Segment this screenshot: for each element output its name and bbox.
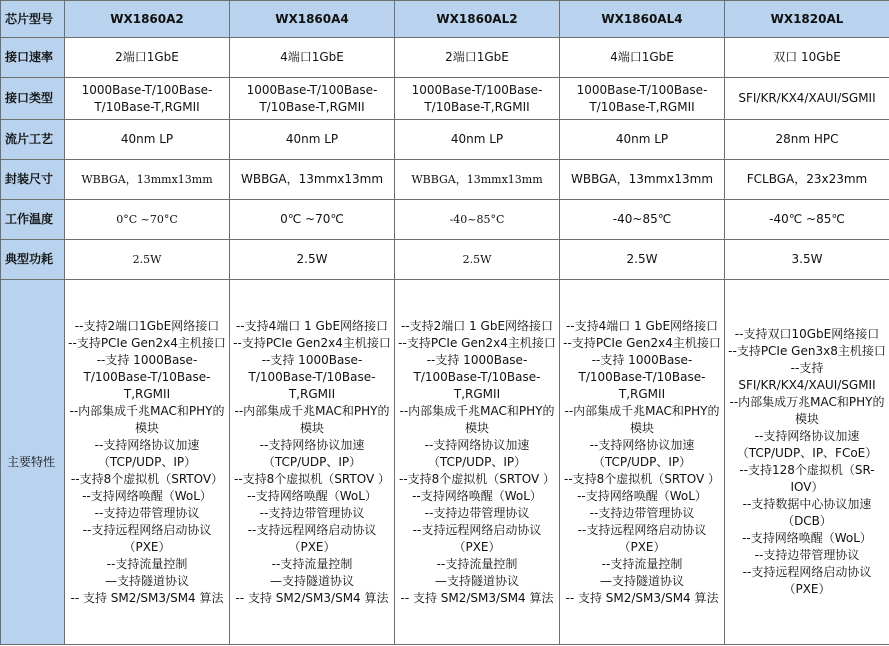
cell: FCLBGA，23x23mm xyxy=(725,160,889,200)
feature-item: —支持隧道协议 xyxy=(599,573,684,588)
cell: SFI/KR/KX4/XAUI/SGMII xyxy=(725,78,889,120)
feature-item: --支持数据中心协议加速（DCB） xyxy=(742,497,872,528)
feature-item: --支持远程网络启动协议（PXE） xyxy=(82,522,212,554)
feature-item: --支持 1000Base-T/100Base-T/10Base-T,RGMII xyxy=(413,352,541,401)
header-row xyxy=(1,1,889,38)
feature-list xyxy=(232,318,392,607)
feature-item: --支持4端口 1 GbE网络接口 xyxy=(565,318,719,333)
cell: -40℃ ~85℃ xyxy=(725,200,889,240)
cell: 40nm LP xyxy=(230,120,395,160)
feature-list xyxy=(397,318,557,607)
feature-item: --支持边带管理协议 xyxy=(754,548,860,562)
row-label: 接口速率 xyxy=(1,38,65,78)
cell: -40~85°C xyxy=(395,200,560,240)
row-interface-type xyxy=(1,78,889,120)
feature-item: --支持PCIe Gen2x4主机接口 xyxy=(398,335,556,350)
feature-item: --支持 1000Base-T/100Base-T/10Base-T,RGMII xyxy=(578,352,706,401)
feature-item: --支持远程网络启动协议（PXE） xyxy=(412,522,542,554)
feature-item: -- 支持 SM2/SM3/SM4 算法 xyxy=(70,590,224,605)
cell: WBBGA，13mmx13mm xyxy=(560,160,725,200)
row-label: 典型功耗 xyxy=(1,240,65,280)
feature-item: --支持8个虚拟机（SRTOV ） xyxy=(399,471,555,486)
cell: WBBGA，13mmx13mm xyxy=(230,160,395,200)
row-package xyxy=(1,160,889,200)
feature-list xyxy=(562,318,722,607)
model-name: WX1860AL4 xyxy=(560,1,725,38)
cell: 28nm HPC xyxy=(725,120,889,160)
feature-item: --支持2端口1GbE网络接口 xyxy=(74,318,220,333)
row-label: 工作温度 xyxy=(1,200,65,240)
row-label: 封装尺寸 xyxy=(1,160,65,200)
feature-item: --支持8个虚拟机（SRTOV ） xyxy=(234,471,390,486)
feature-item: -- 支持 SM2/SM3/SM4 算法 xyxy=(235,590,389,605)
feature-item: --支持网络协议加速（TCP/UDP、IP） xyxy=(589,437,695,469)
feature-item: --内部集成千兆MAC和PHY的模块 xyxy=(564,403,720,435)
feature-item: --支持流量控制 xyxy=(271,556,353,571)
feature-item: --支持SFI/KR/KX4/XAUI/SGMII xyxy=(738,361,876,392)
row-label: 接口类型 xyxy=(1,78,65,120)
feature-item: --内部集成千兆MAC和PHY的模块 xyxy=(234,403,390,435)
cell: 4端口1GbE xyxy=(560,38,725,78)
feature-item: --支持PCIe Gen2x4主机接口 xyxy=(233,335,391,350)
feature-item: --支持远程网络启动协议（PXE） xyxy=(577,522,707,554)
feature-item: --支持网络协议加速（TCP/UDP、IP、FCoE） xyxy=(736,429,878,460)
feature-item: --支持128个虚拟机（SR-IOV） xyxy=(739,463,875,494)
feature-item: --支持网络协议加速（TCP/UDP、IP） xyxy=(424,437,530,469)
row-features xyxy=(1,280,889,645)
feature-item: —支持隧道协议 xyxy=(269,573,354,588)
feature-cell xyxy=(395,280,560,645)
row-label: 流片工艺 xyxy=(1,120,65,160)
feature-item: --支持PCIe Gen2x4主机接口 xyxy=(563,335,721,350)
feature-list xyxy=(67,318,227,607)
cell: 0℃ ~70℃ xyxy=(230,200,395,240)
feature-item: --支持8个虚拟机（SRTOV） xyxy=(70,471,224,486)
cell: 2.5W xyxy=(560,240,725,280)
feature-item: --支持流量控制 xyxy=(601,556,683,571)
feature-item: —支持隧道协议 xyxy=(104,573,189,588)
feature-item: --支持8个虚拟机（SRTOV ） xyxy=(564,471,720,486)
model-name: WX1820AL xyxy=(725,1,889,38)
feature-list xyxy=(727,326,887,598)
feature-item: --支持边带管理协议 xyxy=(424,505,530,520)
row-process xyxy=(1,120,889,160)
feature-item: --支持 1000Base-T/100Base-T/10Base-T,RGMII xyxy=(248,352,376,401)
feature-item: --支持网络唤醒（WoL） xyxy=(82,488,212,503)
cell: 1000Base-T/100Base-T/10Base-T,RGMII xyxy=(395,78,560,120)
feature-item: --内部集成千兆MAC和PHY的模块 xyxy=(399,403,555,435)
feature-item: --支持网络协议加速（TCP/UDP、IP） xyxy=(259,437,365,469)
cell: 2端口1GbE xyxy=(65,38,230,78)
model-name: WX1860AL2 xyxy=(395,1,560,38)
cell: 1000Base-T/100Base-T/10Base-T,RGMII xyxy=(560,78,725,120)
cell: 1000Base-T/100Base-T/10Base-T,RGMII xyxy=(230,78,395,120)
feature-item: --支持远程网络启动协议（PXE） xyxy=(247,522,377,554)
feature-item: --支持双口10GbE网络接口 xyxy=(734,327,880,341)
row-temperature xyxy=(1,200,889,240)
feature-item: --支持流量控制 xyxy=(436,556,518,571)
cell: 0°C ~70°C xyxy=(65,200,230,240)
cell: WBBGA，13mmx13mm xyxy=(65,160,230,200)
feature-cell xyxy=(560,280,725,645)
feature-item: -- 支持 SM2/SM3/SM4 算法 xyxy=(400,590,554,605)
cell: 2.5W xyxy=(65,240,230,280)
feature-item: --支持PCIe Gen3x8主机接口 xyxy=(728,344,886,358)
cell: -40~85℃ xyxy=(560,200,725,240)
feature-item: -- 支持 SM2/SM3/SM4 算法 xyxy=(565,590,719,605)
cell: 40nm LP xyxy=(560,120,725,160)
feature-item: --支持网络唤醒（WoL） xyxy=(577,488,707,503)
row-label: 主要特性 xyxy=(1,280,65,645)
cell: 40nm LP xyxy=(65,120,230,160)
feature-item: —支持隧道协议 xyxy=(434,573,519,588)
model-name: WX1860A4 xyxy=(230,1,395,38)
cell: 4端口1GbE xyxy=(230,38,395,78)
cell: 3.5W xyxy=(725,240,889,280)
feature-cell xyxy=(725,280,889,645)
feature-item: --支持网络唤醒（WoL） xyxy=(412,488,542,503)
feature-item: --支持PCIe Gen2x4主机接口 xyxy=(68,335,226,350)
cell: 2.5W xyxy=(230,240,395,280)
feature-cell xyxy=(65,280,230,645)
cell: 2端口1GbE xyxy=(395,38,560,78)
cell: 1000Base-T/100Base-T/10Base-T,RGMII xyxy=(65,78,230,120)
feature-item: --支持2端口 1 GbE网络接口 xyxy=(400,318,554,333)
feature-cell xyxy=(230,280,395,645)
feature-item: --内部集成万兆MAC和PHY的模块 xyxy=(729,395,885,426)
corner-label: 芯片型号 xyxy=(1,1,65,38)
feature-item: --支持4端口 1 GbE网络接口 xyxy=(235,318,389,333)
feature-item: --支持边带管理协议 xyxy=(94,505,200,520)
feature-item: --支持网络协议加速（TCP/UDP、IP） xyxy=(94,437,200,469)
cell: 40nm LP xyxy=(395,120,560,160)
feature-item: --支持边带管理协议 xyxy=(589,505,695,520)
cell: 双口 10GbE xyxy=(725,38,889,78)
row-interface-speed xyxy=(1,38,889,78)
feature-item: --内部集成千兆MAC和PHY的模块 xyxy=(69,403,225,435)
feature-item: --支持边带管理协议 xyxy=(259,505,365,520)
model-name: WX1860A2 xyxy=(65,1,230,38)
feature-item: --支持网络唤醒（WoL） xyxy=(247,488,377,503)
feature-item: --支持流量控制 xyxy=(106,556,188,571)
row-power xyxy=(1,240,889,280)
cell: WBBGA，13mmx13mm xyxy=(395,160,560,200)
feature-item: --支持网络唤醒（WoL） xyxy=(742,531,872,545)
feature-item: --支持远程网络启动协议（PXE） xyxy=(742,565,872,596)
cell: 2.5W xyxy=(395,240,560,280)
feature-item: --支持 1000Base-T/100Base-T/10Base-T,RGMII xyxy=(83,352,211,401)
